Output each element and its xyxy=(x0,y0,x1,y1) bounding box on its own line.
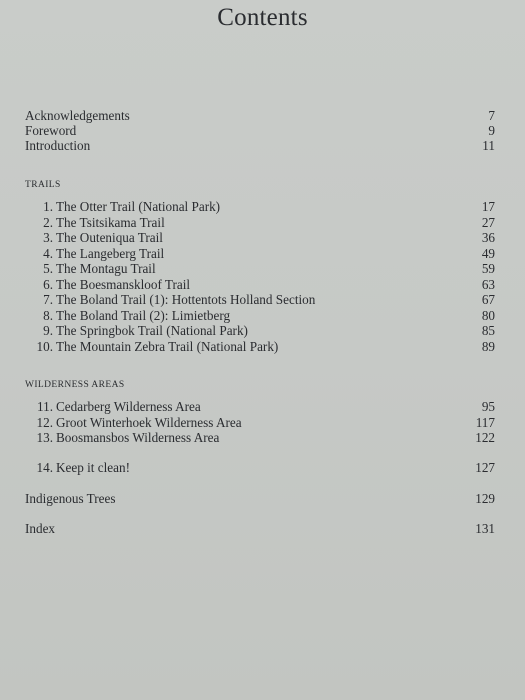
toc-entry-number: 1. xyxy=(43,199,53,214)
toc-entry-number: 4. xyxy=(43,246,53,261)
toc-entry-label: The Springbok Trail (National Park) xyxy=(56,323,248,338)
section-heading-wilderness-areas: WILDERNESS AREAS xyxy=(25,380,125,390)
toc-entry-label: Foreword xyxy=(25,123,77,138)
toc-entry-label: The Tsitsikama Trail xyxy=(56,215,165,230)
toc-entry-number: 9. xyxy=(43,323,53,338)
toc-entry-number: 11. xyxy=(37,399,53,414)
toc-entry xyxy=(25,521,495,537)
toc-entry xyxy=(25,277,495,293)
toc-page-number: 89 xyxy=(481,339,495,354)
toc-entry-label: Indigenous Trees xyxy=(25,491,116,506)
toc-entry xyxy=(25,323,495,339)
toc-entry-label: The Mountain Zebra Trail (National Park) xyxy=(56,339,279,354)
toc-entry-number: 10. xyxy=(36,339,53,354)
toc-entry xyxy=(25,292,495,308)
toc-page-number: 67 xyxy=(481,292,495,307)
toc-entry-label: Acknowledgements xyxy=(25,108,130,123)
toc-entry-number: 5. xyxy=(43,261,53,276)
toc-entry-label: Groot Winterhoek Wilderness Area xyxy=(56,415,242,430)
toc-page-number: 9 xyxy=(488,123,495,138)
toc-entry-label: Keep it clean! xyxy=(56,460,130,475)
toc-entry-number: 3. xyxy=(43,230,53,245)
toc-entry xyxy=(25,199,495,215)
section-heading-trails: TRAILS xyxy=(25,180,61,190)
toc-entry xyxy=(25,230,495,246)
toc-page-number: 36 xyxy=(481,230,495,245)
toc-entry-number: 13. xyxy=(36,430,53,445)
toc-entry xyxy=(25,261,495,277)
toc-entry-number: 7. xyxy=(43,292,53,307)
toc-entry-label: The Boland Trail (2): Limietberg xyxy=(56,308,231,323)
toc-entry-label: Index xyxy=(25,521,56,536)
toc-entry-number: 6. xyxy=(43,277,53,292)
toc-page-number: 85 xyxy=(481,323,495,338)
toc-entry xyxy=(25,460,495,476)
toc-entry-label: Cedarberg Wilderness Area xyxy=(56,399,201,414)
toc-entry-label: The Montagu Trail xyxy=(56,261,156,276)
page-title: Contents xyxy=(217,4,308,31)
toc-page-number: 122 xyxy=(475,430,495,445)
toc-entry-label: The Boland Trail (1): Hottentots Holland Section xyxy=(56,292,316,307)
toc-page-number: 49 xyxy=(481,246,495,261)
toc-page-number: 117 xyxy=(475,415,495,430)
toc-entry xyxy=(25,339,495,355)
toc-entry xyxy=(25,215,495,231)
toc-entry-number: 8. xyxy=(43,308,53,323)
toc-entry-number: 14. xyxy=(36,460,53,475)
toc-entry-label: Boosmansbos Wilderness Area xyxy=(56,430,220,445)
toc-entry-label: The Boesmanskloof Trail xyxy=(56,277,191,292)
toc-entry-label: The Langeberg Trail xyxy=(56,246,165,261)
toc-entry xyxy=(25,399,495,415)
toc-page-number: 127 xyxy=(475,460,495,475)
toc-page-number: 129 xyxy=(475,491,495,506)
toc-page-number: 95 xyxy=(481,399,495,414)
toc-entry-label: The Otter Trail (National Park) xyxy=(56,199,221,214)
toc-page-number: 27 xyxy=(481,215,495,230)
toc-entry xyxy=(25,491,495,507)
toc-page-number: 131 xyxy=(475,521,495,536)
toc-entry xyxy=(25,123,495,139)
toc-entry xyxy=(25,246,495,262)
toc-page-number: 59 xyxy=(481,261,495,276)
toc-page-number: 11 xyxy=(482,138,495,153)
toc-entry xyxy=(25,430,495,446)
toc-entry-number: 12. xyxy=(36,415,53,430)
toc-entry xyxy=(25,138,495,154)
toc-page-number: 80 xyxy=(481,308,495,323)
toc-page-number: 17 xyxy=(481,199,495,214)
toc-page-number: 63 xyxy=(481,277,495,292)
toc-page-number: 7 xyxy=(488,108,495,123)
toc-entry xyxy=(25,415,495,431)
toc-entry-label: Introduction xyxy=(25,138,91,153)
toc-entry xyxy=(25,308,495,324)
toc-entry xyxy=(25,108,495,124)
toc-entry-number: 2. xyxy=(43,215,53,230)
toc-entry-label: The Outeniqua Trail xyxy=(56,230,163,245)
